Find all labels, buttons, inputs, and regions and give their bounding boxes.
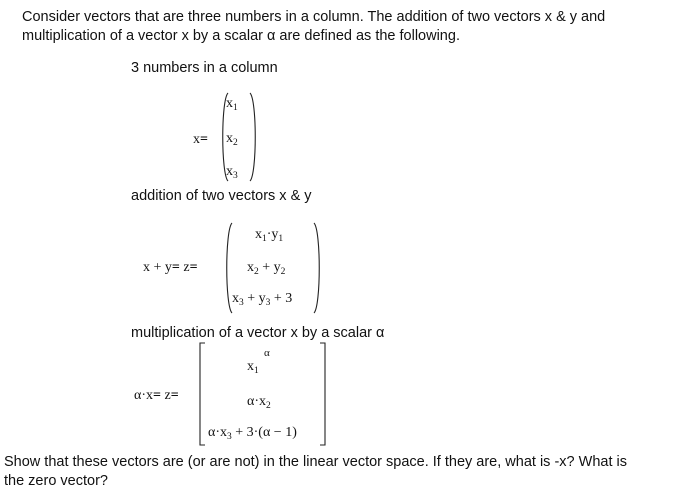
- question-line-2: the zero vector?: [4, 473, 108, 489]
- intro-line-1: Consider vectors that are three numbers in a column. The addition of two vectors x & y and: [22, 9, 606, 25]
- equals-sign: =: [200, 132, 208, 147]
- section-2-label: addition of two vectors x & y: [131, 188, 312, 204]
- right-paren: [248, 92, 258, 182]
- addition-row-2: $x_2 + y_2$: [247, 260, 286, 277]
- scalar-row-1-power: α: [264, 347, 270, 359]
- section-1-label: 3 numbers in a column: [131, 60, 278, 76]
- vector-x-entry-1: $x_1$: [226, 96, 238, 113]
- addition-row-1: $x_1\cdot y_1$: [255, 227, 284, 244]
- scalar-lhs: α·x= z=: [134, 388, 179, 403]
- vector-x-entry-3: $x_3$: [226, 164, 238, 181]
- scalar-row-3: $\alpha\cdot x_3 + 3\cdot(\alpha - 1)$: [208, 425, 297, 442]
- scalar-row-1: $x_1$: [247, 359, 259, 376]
- section-3-label: multiplication of a vector x by a scalar α: [131, 325, 385, 341]
- question-line-1: Show that these vectors are (or are not) in the linear vector space. If they are, what is -x? What is: [4, 454, 627, 470]
- scalar-left-bracket: [199, 342, 207, 446]
- intro-line-2: multiplication of a vector x by a scalar α are defined as the following.: [22, 28, 460, 44]
- lhs-x-plus-y: x + y: [143, 260, 172, 275]
- intro-paragraph: [22, 8, 605, 46]
- addition-row-3: $x_3 + y_3 + 3$: [232, 291, 293, 308]
- vector-x-entry-2: $x_2$: [226, 131, 238, 148]
- question-paragraph: [4, 453, 627, 491]
- addition-lhs: x + y= z=: [143, 260, 198, 275]
- vector-x-lhs: [193, 132, 208, 148]
- lhs-x: x: [193, 132, 200, 147]
- lhs-alpha-x: α·x: [134, 388, 153, 403]
- scalar-row-2: $\alpha\cdot x_2$: [247, 394, 271, 411]
- scalar-right-bracket: [318, 342, 326, 446]
- addition-right-paren: [312, 222, 322, 314]
